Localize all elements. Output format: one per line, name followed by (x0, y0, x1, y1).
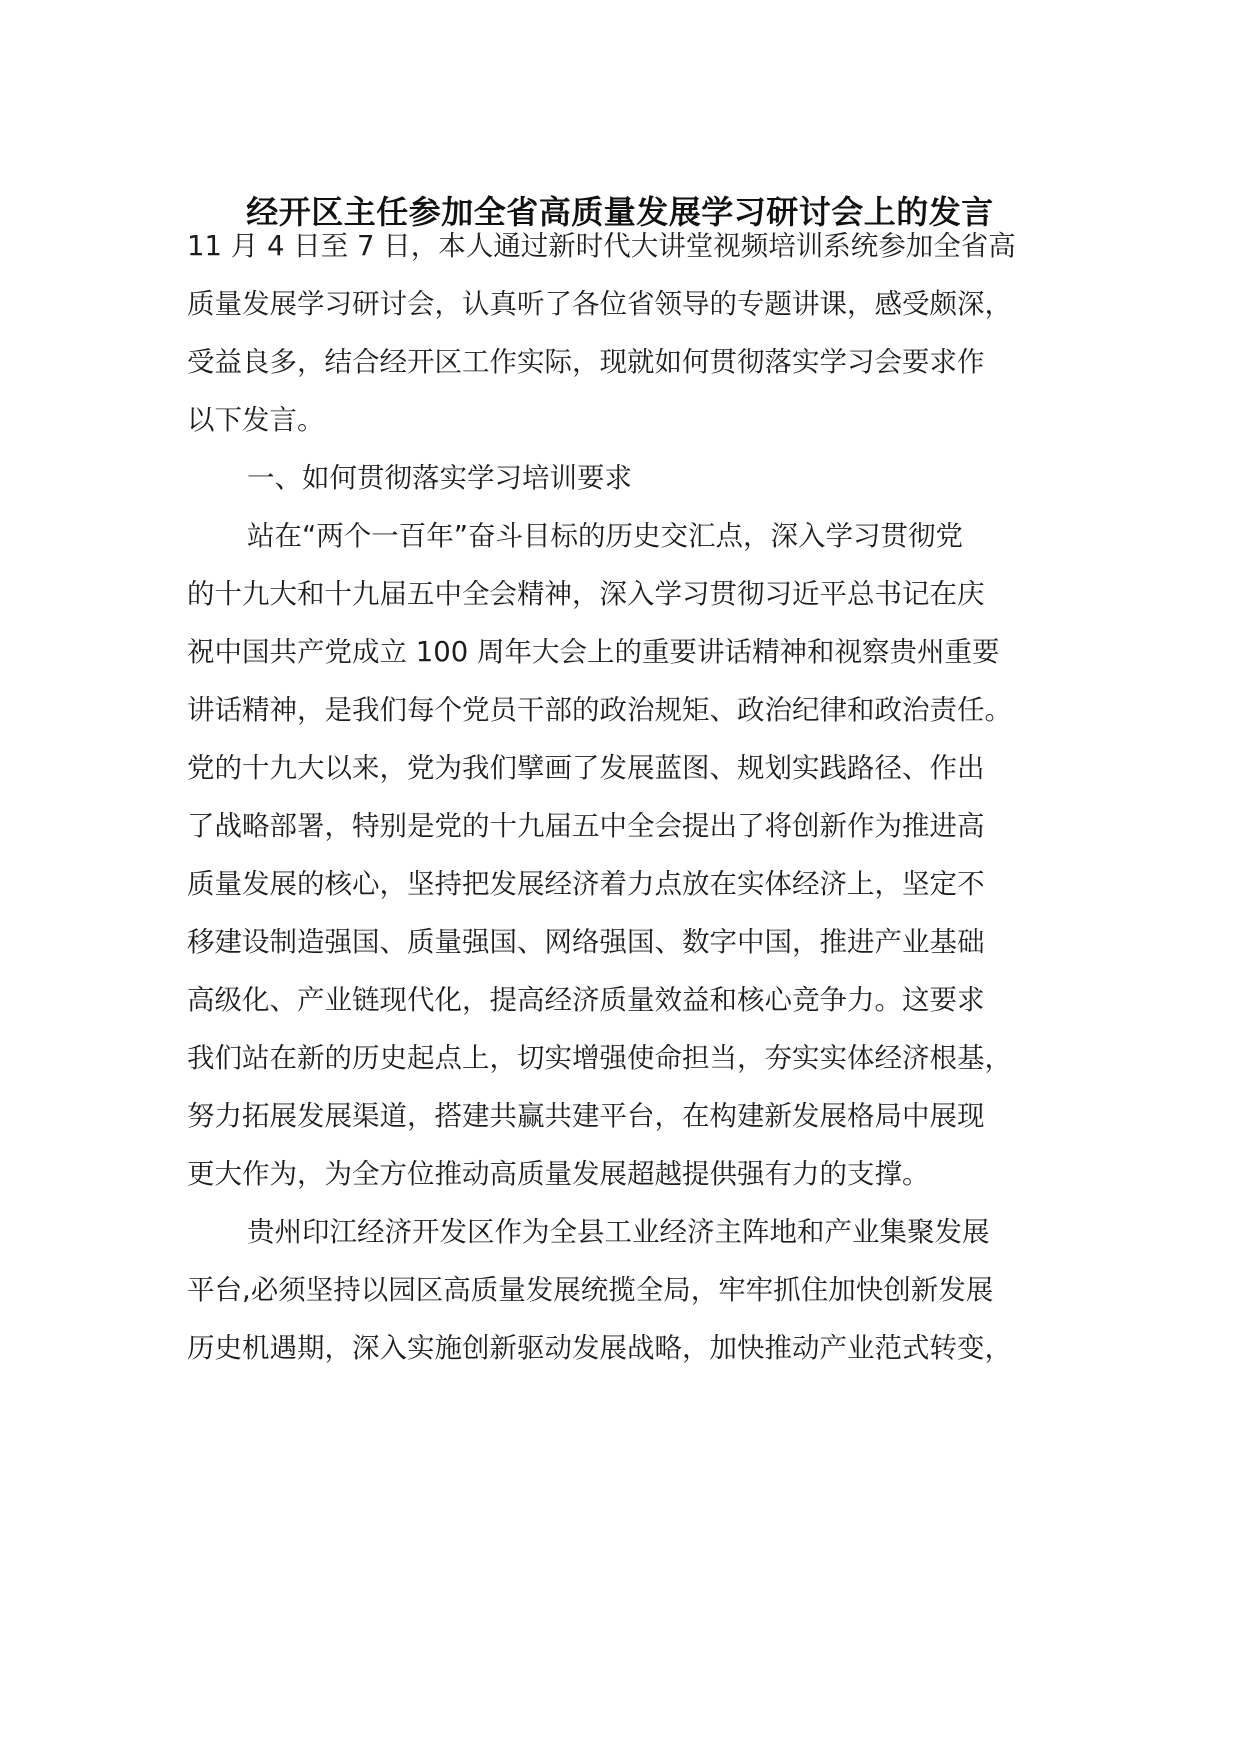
section-heading: 一、如何贯彻落实学习培训要求 (247, 462, 632, 494)
paragraph-line: 高级化、产业链现代化，提高经济质量效益和核心竞争力。这要求 (187, 984, 985, 1016)
paragraph-line: 贵州印江经济开发区作为全县工业经济主阵地和产业集聚发展 (247, 1216, 990, 1248)
document-title: 经开区主任参加全省高质量发展学习研讨会上的发言 (246, 193, 994, 231)
paragraph-line: 平台,必须坚持以园区高质量发展统揽全局，牢牢抓住加快创新发展 (187, 1274, 994, 1306)
paragraph-line: 移建设制造强国、质量强国、网络强国、数字中国，推进产业基础 (187, 926, 985, 958)
paragraph-line: 历史机遇期，深入实施创新驱动发展战略，加快推动产业范式转变， (187, 1332, 1012, 1364)
paragraph-line: 受益良多，结合经开区工作实际，现就如何贯彻落实学习会要求作 (187, 346, 985, 378)
paragraph-line: 祝中国共产党成立 100 周年大会上的重要讲话精神和视察贵州重要 (187, 636, 1000, 668)
paragraph-line: 站在“两个一百年”奋斗目标的历史交汇点，深入学习贯彻党 (247, 520, 963, 552)
paragraph-line: 努力拓展发展渠道，搭建共赢共建平台，在构建新发展格局中展现 (187, 1100, 985, 1132)
paragraph-line: 质量发展学习研讨会，认真听了各位省领导的专题讲课，感受颇深， (187, 288, 1012, 320)
paragraph-line: 质量发展的核心，坚持把发展经济着力点放在实体经济上，坚定不 (187, 868, 985, 900)
paragraph-line: 党的十九大以来，党为我们擘画了发展蓝图、规划实践路径、作出 (187, 752, 985, 784)
paragraph-line: 以下发言。 (187, 404, 325, 436)
paragraph-line: 的十九大和十九届五中全会精神，深入学习贯彻习近平总书记在庆 (187, 578, 985, 610)
paragraph-line: 讲话精神，是我们每个党员干部的政治规矩、政治纪律和政治责任。 (187, 694, 1012, 726)
paragraph-line: 更大作为，为全方位推动高质量发展超越提供强有力的支撑。 (187, 1158, 930, 1190)
paragraph-line: 了战略部署，特别是党的十九届五中全会提出了将创新作为推进高 (187, 810, 985, 842)
paragraph-line: 我们站在新的历史起点上，切实增强使命担当，夯实实体经济根基， (187, 1042, 1012, 1074)
paragraph-line: 11 月 4 日至 7 日，本人通过新时代大讲堂视频培训系统参加全省高 (187, 230, 1016, 262)
